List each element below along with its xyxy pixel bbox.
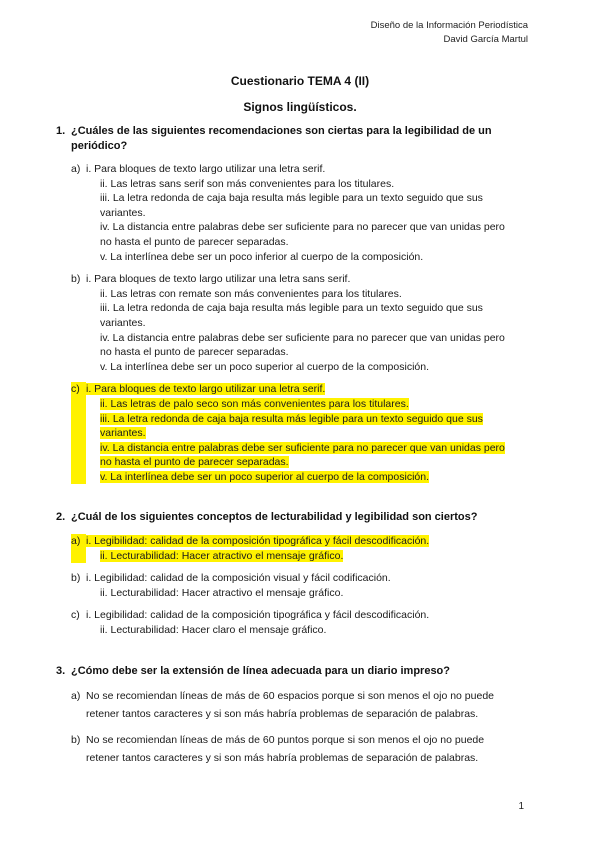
- answer-option[interactable]: [71, 272, 526, 374]
- option-line: iii. La letra redonda de caja baja resulta más legible para un texto seguido que sus: [100, 412, 483, 425]
- option-line: variantes.: [100, 316, 146, 329]
- option-letter: b): [71, 273, 81, 286]
- question-number: 3.: [56, 664, 66, 677]
- answer-option[interactable]: [71, 608, 526, 637]
- option-line: iv. La distancia entre palabras debe ser suficiente para no parecer que van unidas pero: [100, 441, 505, 454]
- option-line: no hasta el punto de parecer separadas.: [100, 346, 289, 359]
- option-line: i. Legibilidad: calidad de la composición visual y fácil codificación.: [86, 572, 391, 585]
- option-letter: c): [71, 609, 80, 622]
- answer-option[interactable]: [71, 162, 526, 264]
- option-line: retener tantos caracteres y si son más habría problemas de separación de palabras.: [86, 752, 479, 765]
- option-line: i. Legibilidad: calidad de la composición tipográfica y fácil descodificación.: [86, 534, 430, 547]
- answer-option[interactable]: [71, 571, 526, 600]
- option-letter: a): [71, 690, 81, 703]
- option-letter: c): [71, 382, 86, 484]
- option-letter: b): [71, 734, 81, 747]
- answer-option[interactable]: [71, 687, 526, 723]
- page-number: 1: [518, 801, 524, 812]
- option-line: i. Para bloques de texto largo utilizar una letra sans serif.: [86, 273, 351, 286]
- option-line: i. Para bloques de texto largo utilizar una letra serif.: [86, 383, 326, 396]
- option-body: [86, 382, 526, 484]
- questionnaire: [56, 124, 526, 767]
- option-line: i. Para bloques de texto largo utilizar una letra serif.: [86, 163, 326, 175]
- option-body: [86, 687, 526, 723]
- option-line: variantes.: [100, 206, 146, 219]
- option-line: v. La interlínea debe ser un poco superior al cuerpo de la composición.: [100, 470, 430, 483]
- option-body: [86, 608, 526, 637]
- option-line: variantes.: [100, 427, 146, 440]
- option-letter: b): [71, 572, 81, 585]
- option-line: iv. La distancia entre palabras debe ser suficiente para no parecer que van unidas pero: [100, 221, 505, 234]
- option-line: v. La interlínea debe ser un poco inferior al cuerpo de la composición.: [100, 250, 424, 263]
- option-line: no hasta el punto de parecer separadas.: [100, 235, 289, 248]
- document-title: Cuestionario TEMA 4 (II): [230, 74, 370, 88]
- option-line: No se recomiendan líneas de más de 60 espacios porque si son menos el ojo no puede: [86, 690, 495, 703]
- question-number: 2.: [56, 511, 66, 524]
- option-body: [86, 571, 526, 600]
- option-body: [86, 272, 526, 374]
- option-body: [86, 731, 526, 767]
- page-header: [371, 19, 528, 47]
- question-text: ¿Cómo debe ser la extensión de línea adecuada para un diario impreso?: [71, 664, 450, 677]
- option-body: [86, 534, 526, 563]
- answer-option[interactable]: [71, 731, 526, 767]
- question-1: [56, 124, 526, 153]
- option-line: iv. La distancia entre palabras debe ser suficiente para no parecer que van unidas pero: [100, 331, 505, 344]
- question-3: [56, 664, 526, 679]
- answer-option[interactable]: [71, 382, 526, 484]
- option-line: ii. Lecturabilidad: Hacer atractivo el mensaje gráfico.: [100, 586, 344, 599]
- option-letter: a): [71, 163, 81, 175]
- option-line: no hasta el punto de parecer separadas.: [100, 456, 289, 469]
- option-line: ii. Las letras de palo seco son más convenientes para los titulares.: [100, 397, 409, 410]
- question-text: ¿Cuáles de las siguientes recomendaciones son ciertas para la legibilidad de un periódico?: [71, 125, 492, 152]
- option-body: [86, 162, 526, 264]
- question-2: [56, 510, 526, 525]
- option-letter: a): [71, 534, 86, 563]
- header-course: Diseño de la Información Periodística: [370, 20, 528, 31]
- document-subtitle: Signos lingüísticos.: [243, 100, 357, 114]
- option-line: ii. Las letras con remate son más convenientes para los titulares.: [100, 287, 402, 300]
- header-author: David García Martul: [443, 34, 528, 45]
- option-line: ii. Lecturabilidad: Hacer atractivo el mensaje gráfico.: [100, 549, 344, 562]
- option-line: iii. La letra redonda de caja baja resulta más legible para un texto seguido que sus: [100, 302, 483, 315]
- option-line: i. Legibilidad: calidad de la composición tipográfica y fácil descodificación.: [86, 609, 430, 622]
- option-line: iii. La letra redonda de caja baja resulta más legible para un texto seguido que sus: [100, 192, 483, 205]
- option-line: No se recomiendan líneas de más de 60 puntos porque si son menos el ojo no puede: [86, 734, 485, 747]
- question-text: ¿Cuál de los siguientes conceptos de lecturabilidad y legibilidad son ciertos?: [71, 511, 478, 524]
- question-number: 1.: [56, 125, 66, 137]
- option-line: ii. Las letras sans serif son más convenientes para los titulares.: [100, 177, 395, 190]
- option-line: v. La interlínea debe ser un poco superior al cuerpo de la composición.: [100, 360, 430, 373]
- answer-option[interactable]: [71, 534, 526, 563]
- option-line: retener tantos caracteres y si son más habría problemas de separación de palabras.: [86, 708, 479, 721]
- option-line: ii. Lecturabilidad: Hacer claro el mensaje gráfico.: [100, 623, 327, 636]
